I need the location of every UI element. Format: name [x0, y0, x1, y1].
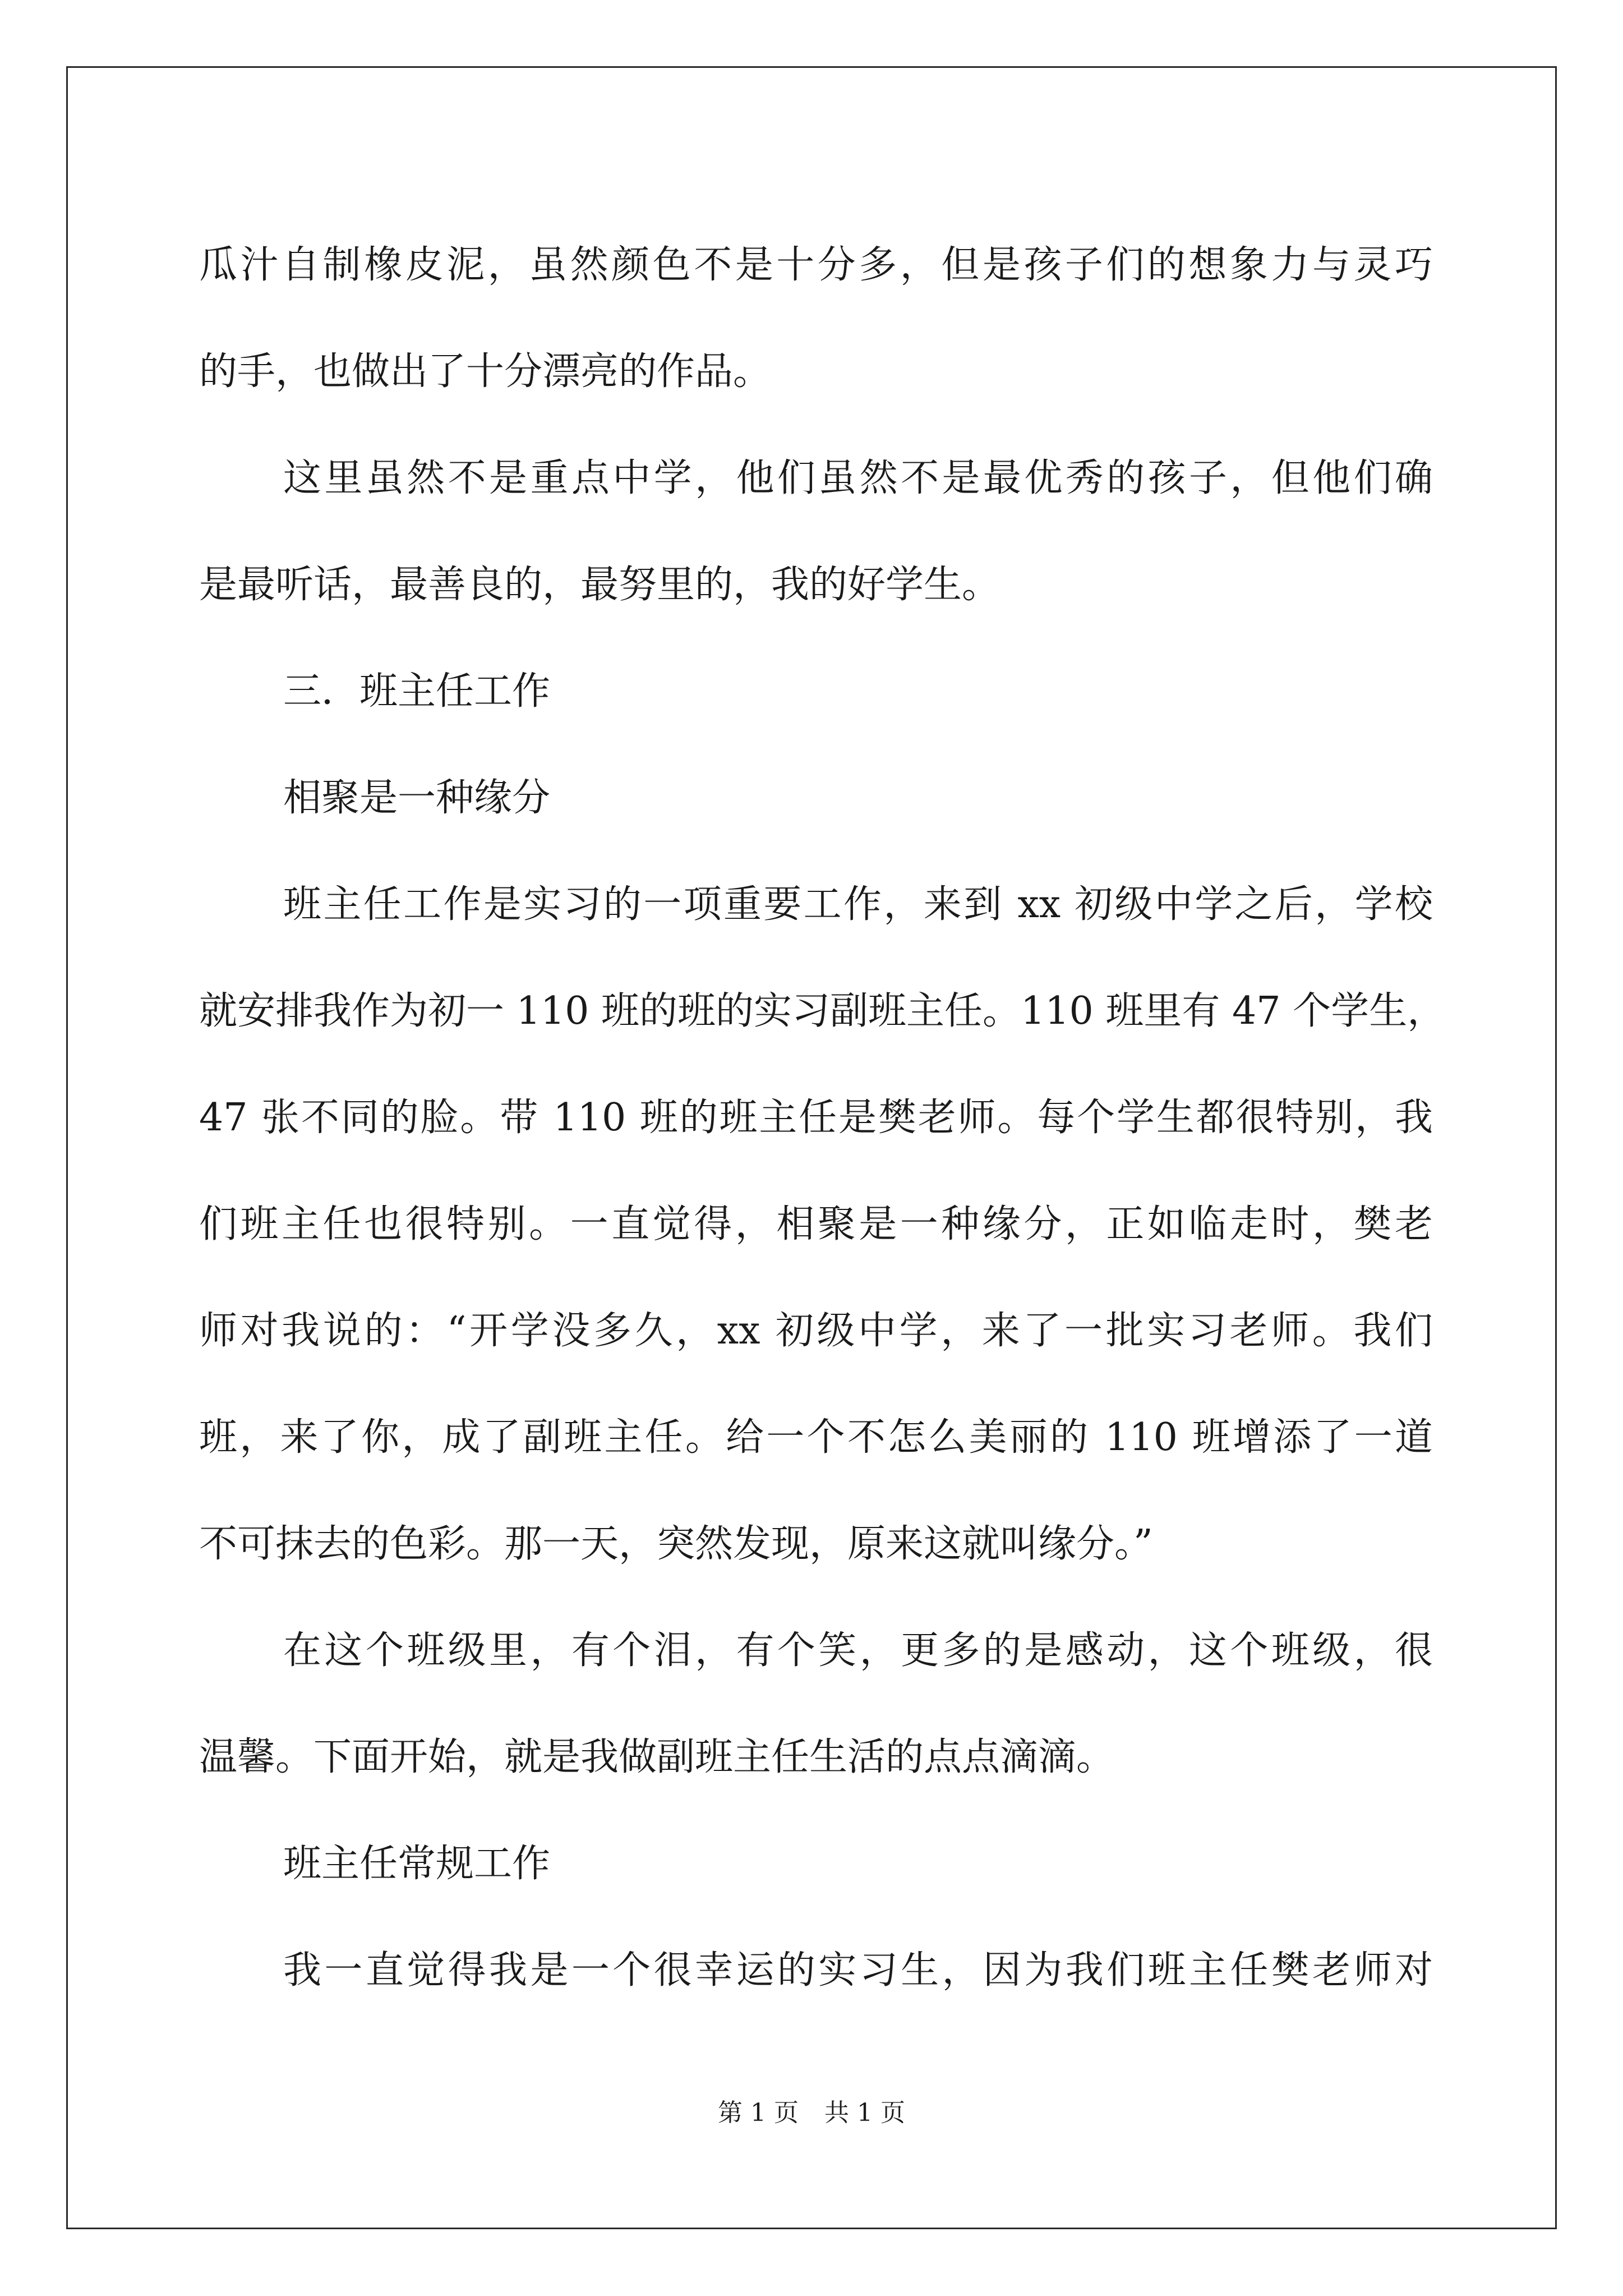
- text-line: 47 张不同的脸。带 110 班的班主任是樊老师。每个学生都很特别，我: [199, 1096, 1433, 1140]
- page-number: 第 1 页: [718, 2099, 799, 2127]
- text-line: 瓜汁自制橡皮泥，虽然颜色不是十分多，但是孩子们的想象力与灵巧: [199, 243, 1433, 287]
- page-footer: [0, 2096, 1623, 2130]
- section-heading: 三．班主任工作: [283, 669, 551, 714]
- text-line: 班主任工作是实习的一项重要工作，来到 xx 初级中学之后，学校: [283, 882, 1433, 927]
- text-line: 温馨。下面开始，就是我做副班主任生活的点点滴滴。: [199, 1735, 1115, 1779]
- page-total: 共 1 页: [824, 2099, 905, 2127]
- text-line: 在这个班级里，有个泪，有个笑，更多的是感动，这个班级，很: [283, 1628, 1433, 1673]
- text-line: 我一直觉得我是一个很幸运的实习生，因为我们班主任樊老师对: [283, 1948, 1433, 1993]
- text-line: 不可抹去的色彩。那一天，突然发现，原来这就叫缘分。”: [199, 1522, 1153, 1566]
- text-line: 师对我说的：“开学没多久，xx 初级中学，来了一批实习老师。我们: [199, 1309, 1433, 1353]
- text-line: 班，来了你，成了副班主任。给一个不怎么美丽的 110 班增添了一道: [199, 1415, 1433, 1460]
- text-line: 是最听话，最善良的，最努里的，我的好学生。: [199, 563, 1000, 607]
- document-body: [199, 212, 1446, 2024]
- subheading: 班主任常规工作: [283, 1842, 551, 1886]
- text-line: 就安排我作为初一 110 班的班的实习副班主任。110 班里有 47 个学生，: [199, 989, 1446, 1033]
- text-line: 们班主任也很特别。一直觉得，相聚是一种缘分，正如临走时，樊老: [199, 1202, 1433, 1246]
- text-line: 这里虽然不是重点中学，他们虽然不是最优秀的孩子，但他们确: [283, 456, 1433, 500]
- text-line: 的手，也做出了十分漂亮的作品。: [199, 349, 772, 394]
- subheading: 相聚是一种缘分: [283, 776, 551, 820]
